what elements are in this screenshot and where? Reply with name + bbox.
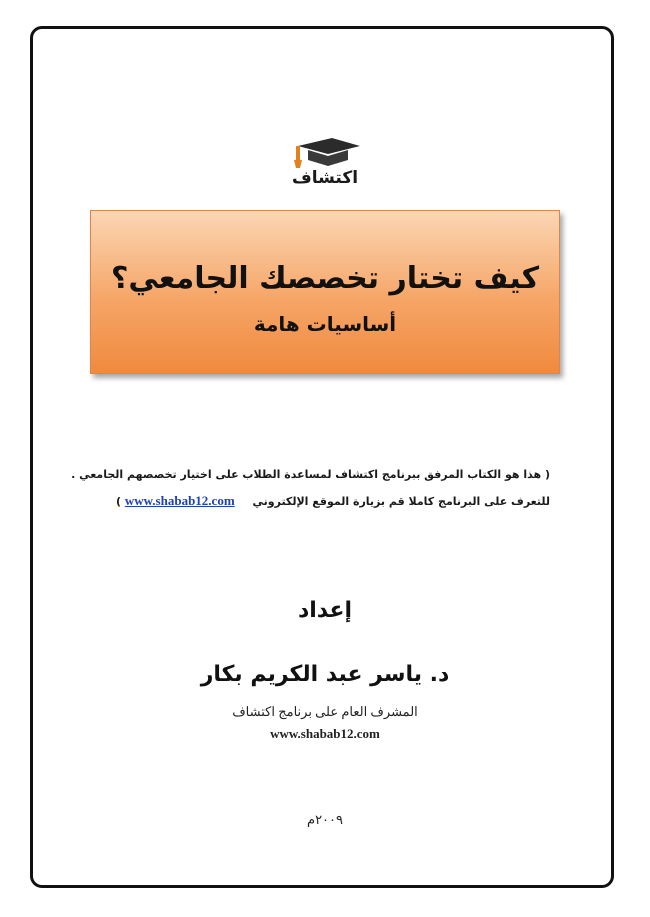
author-role: المشرف العام على برنامج اكتشاف (232, 704, 418, 719)
intro-line-1: ( هذا هو الكتاب المرفق ببرنامج اكتشاف لمساعدة الطلاب على اختيار تخصصهم الجامعي . (71, 468, 550, 481)
intro-paragraph (71, 462, 550, 515)
intro-closing-paren: ) (115, 495, 122, 508)
author-website: www.shabab12.com (270, 726, 380, 741)
graduation-cap-icon (288, 138, 362, 170)
publication-year: ٢٠٠٩م (307, 813, 343, 828)
logo (288, 138, 362, 190)
intro-line-2-text: للتعرف على البرنامج كاملا قم بزيارة الموقع الإلكتروني (252, 495, 550, 508)
author-name: د. ياسر عبد الكريم بكار (200, 662, 450, 687)
book-title: كيف تختار تخصصك الجامعي؟ (110, 261, 540, 296)
book-subtitle: أساسيات هامة (253, 312, 397, 336)
intro-line-2 (95, 488, 550, 515)
title-banner (90, 210, 560, 374)
logo-text: اكتشاف (291, 168, 359, 188)
website-link[interactable]: www.shabab12.com (124, 493, 235, 508)
prepared-by-label: إعداد (297, 598, 353, 623)
